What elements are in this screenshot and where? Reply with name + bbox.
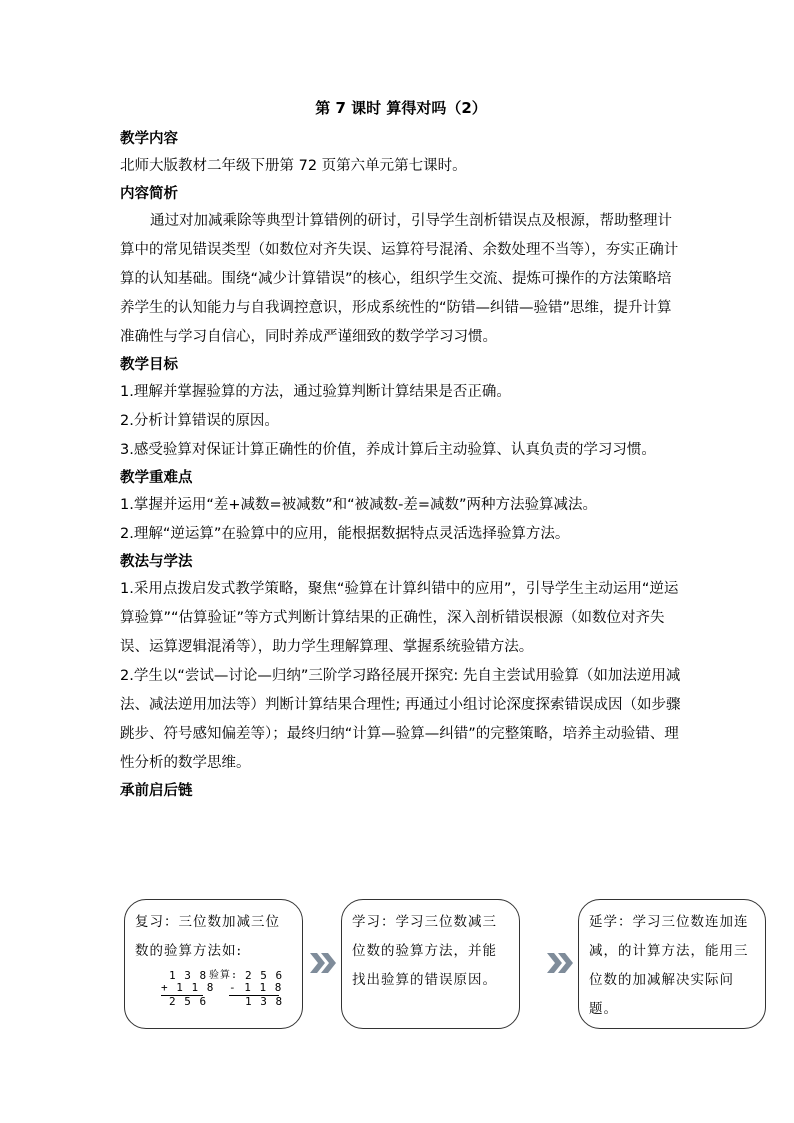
review-box [124,899,303,1029]
analysis-text: 通过对加减乘除等典型计算错例的研讨，引导学生剖析错误点及根源，帮助整理计算中的常见错误类型（如数位对齐失误、运算符号混淆、余数处理不当等），夯实正确计算的认知基础。围绕“减少计算错误”的核心，组织学生交流、提炼可操作的方法策略培养学生的认知能力与自我调控意识，形成系统性的“防错—纠错—验错”思维，提升计算准确性与学习自信心，同时养成严谨细致的数学学习习惯。 [120,213,679,345]
calc-sub-top: 2 5 6 [245,969,284,982]
learn-text: 学习：学习三位数减三位数的验算方法，并能找出验算的错误原因。 [352,914,497,988]
goal-item-2: 2.分析计算错误的原因。 [120,413,279,429]
review-text-line2: 数的验算方法如: [135,943,243,959]
extend-text: 延学：学习三位数连加连减，的计算方法，能用三位数的加减解决实际问题。 [589,914,749,1017]
learn-box [341,899,520,1029]
calc-add-bottom: + 1 1 8 [161,981,215,994]
keypoint-item-2: 2.理解“逆运算”在验算中的应用，能根据数据特点灵活选择验算方法。 [120,526,570,542]
heading-analysis: 内容简析 [120,186,178,202]
review-text-line1: 复习：三位数加减三位 [135,914,280,930]
calc-add-result: 2 5 6 [169,995,208,1008]
vertical-calculation [161,969,284,1018]
heading-chain: 承前启后链 [120,783,193,799]
calc-add-top: 1 3 8 [169,969,208,982]
goal-item-3: 3.感受验算对保证计算正确性的价值，养成计算后主动验算、认真负责的学习习惯。 [120,442,656,458]
lesson-plan [120,96,682,804]
calc-sub-bottom: - 1 1 8 [229,981,283,994]
calc-sub-result: 1 3 8 [245,995,284,1008]
learning-chain-flow [120,899,770,1034]
double-chevron-right-icon [545,949,575,977]
heading-goals: 教学目标 [120,357,178,373]
method-item-2: 2.学生以“尝试—讨论—归纳”三阶学习路径展开探究: 先自主尝试用验算（如加法逆用减法、减法逆用加法等）判断计算结果合理性; 再通过小组讨论深度探索错误成因（如步骤跳步、符号感知偏差等）；最终归纳“计算—验算—纠错”的完整策略，培养主动验错、理性分析的数学思维。 [120,668,681,771]
heading-methods: 教法与学法 [120,554,193,570]
method-item-1: 1.采用点拨启发式教学策略，聚焦“验算在计算纠错中的应用”，引导学生主动运用“逆运算验算”“估算验证”等方式判断计算结果的正确性，深入剖析错误根源（如数位对齐失误、运算逻辑混淆等），助力学生理解算理、掌握系统验错方法。 [120,581,679,655]
keypoint-item-1: 1.掌握并运用“差+减数=被减数”和“被减数-差=减数”两种方法验算减法。 [120,497,598,513]
heading-content: 教学内容 [120,131,178,147]
page-title: 第 7 课时 算得对吗（2） [315,99,487,117]
extend-box [578,899,766,1029]
double-chevron-right-icon [308,949,338,977]
calc-check-label: 验算: [209,970,239,981]
heading-keypoints: 教学重难点 [120,470,193,486]
content-text: 北师大版教材二年级下册第 72 页第六单元第七课时。 [120,158,467,174]
goal-item-1: 1.理解并掌握验算的方法，通过验算判断计算结果是否正确。 [120,384,511,400]
